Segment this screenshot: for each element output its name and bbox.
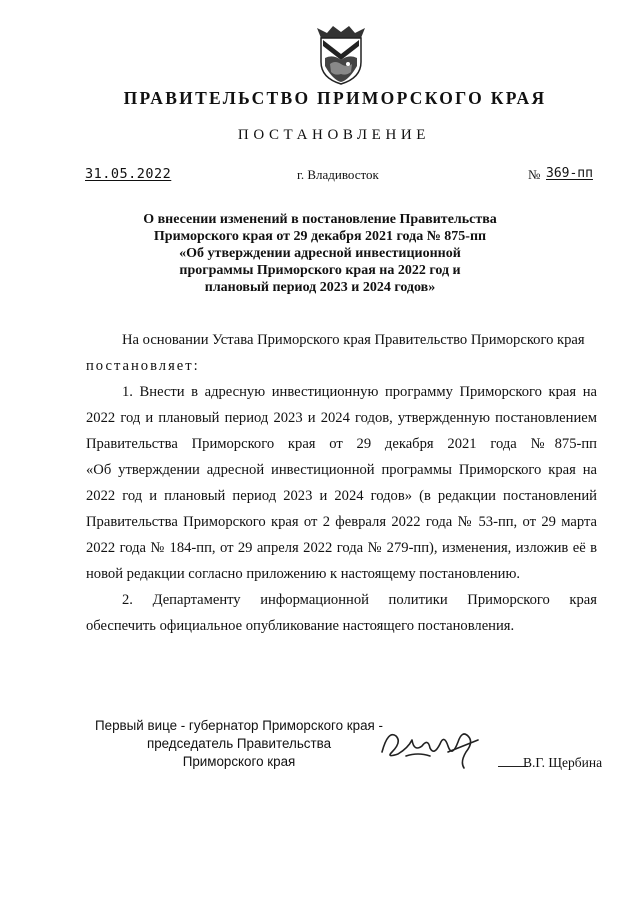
item-1-paragraph — [86, 379, 597, 587]
signer-name: В.Г. Щербина — [523, 755, 603, 770]
document-type: ПОСТАНОВЛЕНИЕ — [237, 127, 431, 143]
body-line: 2022 год и плановый период 2023 и 2024 годов» (в редакции постановлений — [86, 488, 597, 504]
position-line: Приморского края — [182, 754, 296, 769]
signatory-position — [84, 717, 394, 771]
body-line: обеспечить официальное опубликование настоящего постановления. — [86, 618, 515, 634]
body-line: Правительства Приморского края от 29 декабря 2021 года №875-пп — [86, 436, 597, 452]
body-line: постановляет: — [86, 358, 200, 374]
document-number-label: № — [528, 167, 541, 182]
body-line: 1. Внести в адресную инвестиционную программу Приморского края на — [122, 384, 597, 400]
coat-of-arms-emblem — [313, 24, 369, 86]
document-date: 31.05.2022 — [85, 166, 172, 182]
body-line: 2022 года № 184-пп, от 29 апреля 2022 года № 279-пп), изменения, изложив её в — [86, 540, 597, 556]
position-line: Первый вице - губернатор Приморского края - — [95, 718, 383, 733]
body-line: новой редакции согласно приложению к настоящему постановлению. — [86, 566, 521, 582]
subject-line: программы Приморского края на 2022 год и — [179, 263, 461, 278]
document-number: 369-пп — [546, 166, 593, 181]
body-line: Правительства Приморского края от 2 февраля 2022 года № 53-пп, от 29 марта — [86, 514, 597, 530]
subject-line: «Об утверждении адресной инвестиционной — [179, 246, 461, 261]
handwritten-signature — [378, 722, 498, 772]
body-line: На основании Устава Приморского края Правительство Приморского края — [122, 332, 585, 348]
government-title: ПРАВИТЕЛЬСТВО ПРИМОРСКОГО КРАЯ — [123, 88, 547, 108]
subject-line: О внесении изменений в постановление Правительства — [143, 212, 497, 227]
document-city: г. Владивосток — [297, 167, 379, 182]
subject-line: Приморского края от 29 декабря 2021 года № 875-пп — [153, 229, 487, 244]
body-line: 2. Департаменту информационной политики Приморского края — [122, 592, 597, 608]
item-2-paragraph — [86, 587, 597, 639]
subject-line: плановый период 2023 и 2024 годов» — [204, 280, 436, 295]
document-subject — [80, 211, 560, 296]
position-line: председатель Правительства — [146, 736, 332, 751]
body-line: «Об утверждении адресной инвестиционной программы Приморского края на — [86, 462, 597, 478]
preamble-paragraph — [86, 327, 597, 379]
body-line: 2022 год и плановый период 2023 и 2024 годов, утвержденную постановлением — [86, 410, 597, 426]
